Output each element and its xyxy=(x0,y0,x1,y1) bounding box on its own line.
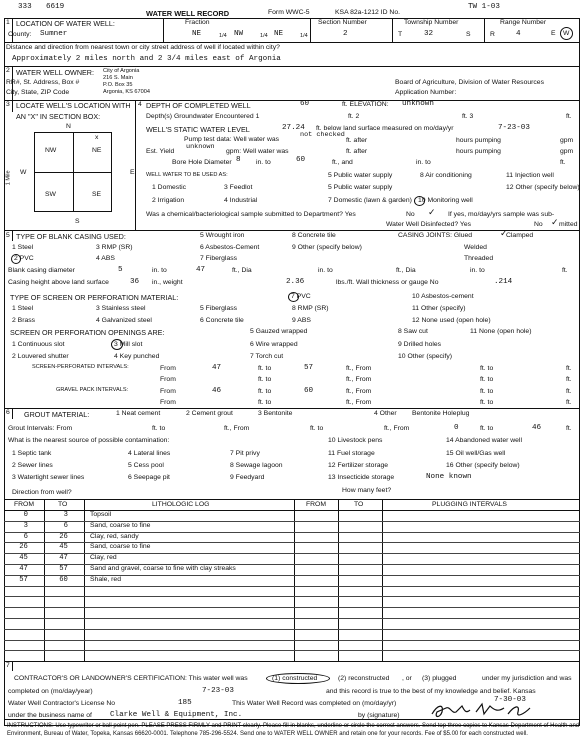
distance-value: Approximately 2 miles north and 2 3/4 miles east of Argonia xyxy=(12,55,281,63)
chem-no-check: ✓ xyxy=(428,207,436,217)
ksa-id: KSA 82a-1212 ID No. xyxy=(335,9,400,16)
instructions-line-1: INSTRUCTIONS: Use typewriter or ball point pen. PLEASE PRESS FIRMLY and PRINT clearly. Please fill in blanks, underline or circle the correct answers. Send top three copies to Kansas Department of Health and xyxy=(7,723,580,729)
log-from: 26 xyxy=(19,543,28,552)
log-from: 47 xyxy=(19,565,28,573)
log-to: 26 xyxy=(59,532,68,541)
estimated-yield: unknown xyxy=(186,143,215,151)
casing-height: 36 xyxy=(130,278,140,286)
log-header-lithologic: LITHOLOGIC LOG xyxy=(152,501,210,508)
section-2-number: 2 xyxy=(6,67,10,74)
form-number-1: 333 xyxy=(18,3,32,11)
section-5-number: 5 xyxy=(6,232,10,239)
log-from: 45 xyxy=(19,554,28,563)
section-number-label: Section Number xyxy=(318,19,367,26)
wall-thickness: .214 xyxy=(494,278,513,286)
fraction-1: NE xyxy=(192,30,202,38)
instructions-line-2: Environment, Bureau of Water, Topeka, Kansas 66620-0001. Telephone 785-296-5524. Send one to WATER WELL OWNER and retain one for your records. Fee of $5.00 for each constructed well. xyxy=(7,731,528,737)
log-to: 45 xyxy=(59,543,68,552)
elevation: unknown xyxy=(402,100,434,108)
log-description: Clay, red xyxy=(90,554,117,562)
well-depth: 60 xyxy=(300,100,310,108)
section-1-title: LOCATION OF WATER WELL: xyxy=(16,19,115,28)
casing-weight: 2.36 xyxy=(286,278,305,286)
casing-diameter: 5 xyxy=(118,266,123,274)
log-to: 3 xyxy=(63,511,68,519)
static-water-level: 27.24 xyxy=(282,124,305,132)
log-description: Sand and gravel, coarse to fine with clay streaks xyxy=(90,565,236,572)
section-3-number: 3 xyxy=(6,101,10,108)
section-7-number: 7 xyxy=(6,662,10,669)
township-label: Township Number xyxy=(404,19,459,26)
county-label: County: xyxy=(8,31,32,38)
log-header-from: FROM xyxy=(14,501,35,508)
log-header-plugging: PLUGGING INTERVALS xyxy=(432,501,507,508)
contamination-other: None known xyxy=(426,473,472,481)
grout-other: Bentonite Holeplug xyxy=(412,410,470,417)
form-title: WATER WELL RECORD xyxy=(146,9,230,18)
tw-code: TW 1-03 xyxy=(468,3,500,11)
county-value: Sumner xyxy=(40,30,68,38)
bore-depth: 60 xyxy=(296,156,306,164)
fraction-3: NE xyxy=(274,30,284,38)
distance-label: Distance and direction from nearest town or city street address of well if located within city? xyxy=(6,44,280,51)
log-to: 57 xyxy=(59,565,68,573)
license-number: 185 xyxy=(178,699,192,707)
screen-to: 57 xyxy=(304,364,314,372)
form-number-2: 6619 xyxy=(46,3,65,11)
section-1-number: 1 xyxy=(6,19,10,26)
bore-diameter: 8 xyxy=(236,156,241,164)
gravel-to: 60 xyxy=(304,387,314,395)
section-4-number: 4 xyxy=(138,101,142,108)
section-2-title: WATER WELL OWNER: xyxy=(16,68,94,77)
log-from: 6 xyxy=(23,532,28,541)
log-header-to: TO xyxy=(58,501,68,508)
form-id: Form WWC-5 xyxy=(268,9,310,16)
grout-from: 0 xyxy=(454,424,459,432)
section-number: 2 xyxy=(343,30,348,38)
township-number: 32 xyxy=(424,30,434,38)
log-from: 0 xyxy=(23,511,28,519)
log-description: Clay, red, sandy xyxy=(90,532,139,540)
fraction-2: NW xyxy=(234,30,244,38)
grout-to: 46 xyxy=(532,424,542,432)
section-3-title: LOCATE WELL'S LOCATION WITH xyxy=(16,101,131,110)
log-description: Shale, red xyxy=(90,575,121,583)
log-to: 47 xyxy=(59,554,68,563)
log-from: 57 xyxy=(19,575,28,584)
location-x-mark: x xyxy=(95,134,99,141)
completion-date: 7-23-03 xyxy=(202,687,234,695)
log-description: Topsoil xyxy=(90,511,112,518)
fraction-label: Fraction xyxy=(185,19,210,26)
static-date: 7-23-03 xyxy=(498,124,530,132)
log-from: 3 xyxy=(23,521,28,530)
log-to: 60 xyxy=(59,575,68,584)
log-description: Sand, coarse to fine xyxy=(90,521,151,529)
casing-depth: 47 xyxy=(196,266,206,274)
record-date: 7-30-03 xyxy=(494,696,526,704)
gravel-from: 46 xyxy=(212,387,222,395)
log-description: Sand, coarse to fine xyxy=(90,543,151,551)
range-label: Range Number xyxy=(500,19,547,26)
screen-from: 47 xyxy=(212,364,222,372)
section-6-number: 6 xyxy=(6,409,10,416)
log-to: 6 xyxy=(63,521,68,530)
business-name: Clarke Well & Equipment, Inc. xyxy=(110,711,243,719)
range-number: 4 xyxy=(516,30,521,38)
disinfect-no-check: ✓ xyxy=(551,217,559,227)
